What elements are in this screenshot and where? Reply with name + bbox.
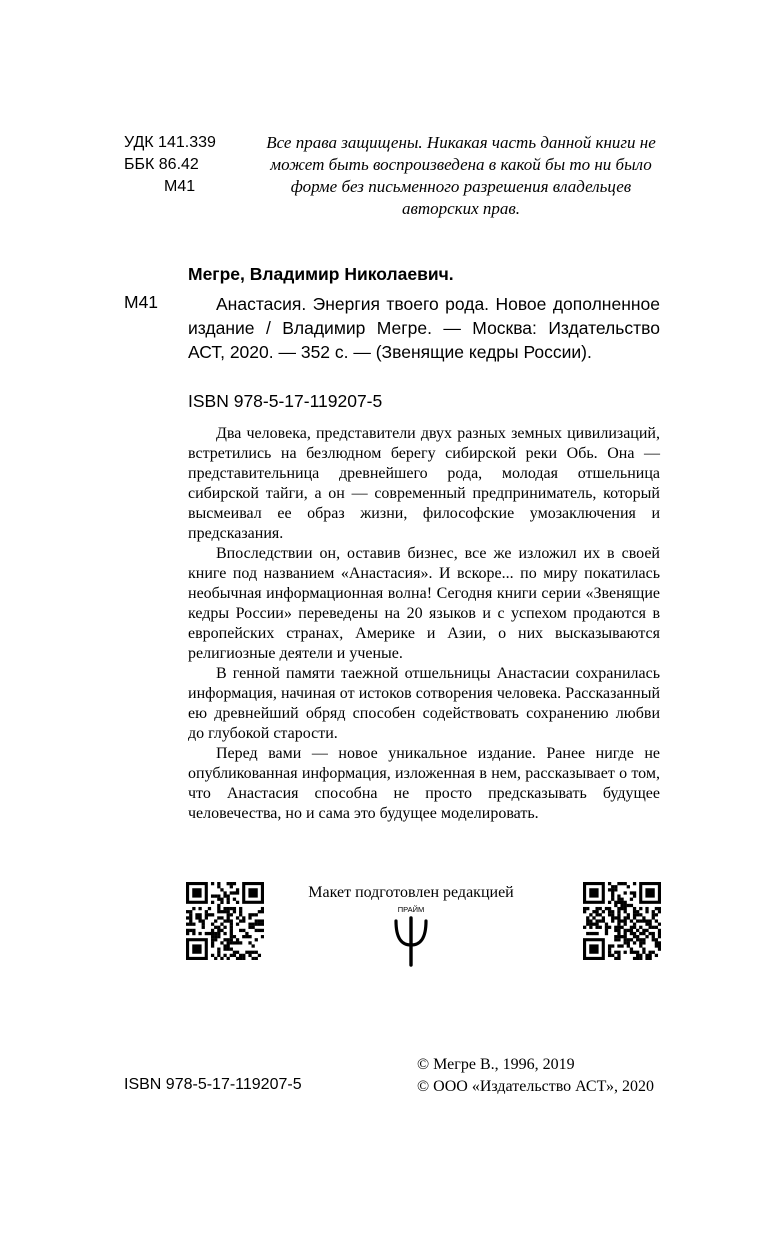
copyright-line: © ООО «Издательство АСТ», 2020 [417,1078,654,1095]
copyright-line: © Мегре В., 1996, 2019 [417,1056,575,1073]
annotation-paragraph: Перед вами — новое уникальное издание. Ранее нигде не опубликованная информация, изложенная в нем, рассказывает о том, что Анастасия способна не просто предсказывать будущее человечества, но и сама это будущее моделировать. [188,745,660,822]
annotation-paragraph: Два человека, представители двух разных земных цивилизаций, встретились на безлюдном берегу сибирской реки Обь. Она — представительница древнейшего рода, молодая отшельница сибирской тайги, а он — современный предприниматель, который высмеивал ее образ жизни, философские умозаключения и предсказания. [188,425,660,542]
layout-note: Макет подготовлен редакцией [308,884,514,901]
rights-notice: Все права защищены. Никакая часть данной книги не может быть воспроизведена в какой бы то ни было форме без письменного разрешения владельцев авторских прав. [266,133,656,218]
bibliographic-description: Анастасия. Энергия твоего рода. Новое дополненное издание / Владимир Мегре. — Москва: Издательство АСТ, 2020. — 352 с. — (Звенящие кедры России). [188,294,660,362]
author-mark: М41 [164,178,196,195]
isbn-footer: ISBN 978-5-17-119207-5 [124,1076,302,1093]
qr-code-left-icon [186,882,264,960]
annotation-paragraph: В генной памяти таежной отшельницы Анастасии сохранилась информация, начиная от истоков сотворения человека. Рассказанный ею древнейший обряд способен содействовать сохранению любви до глубокой старости. [188,665,660,742]
annotation-paragraph: Впоследствии он, оставив бизнес, все же изложил их в своей книге под названием «Анастасия». И вскоре... по миру покатилась необычная информационная волна! Сегодня книги серии «Звенящие кедры России» переведены на 20 языков и с успехом продаются в европейских странах, Америке и Азии, о них высказываются религиозные деятели и ученые. [188,545,660,662]
isbn-main: ISBN 978-5-17-119207-5 [188,391,383,411]
udk-code: УДК 141.339 [124,134,216,151]
author-heading: Мегре, Владимир Николаевич. [188,264,454,284]
publisher-logo [380,905,442,967]
copyrights [417,1054,654,1098]
bbk-code: ББК 86.42 [124,156,199,173]
classifiers-block [124,132,216,198]
publisher-logo-label: ПРАЙМ [397,905,425,914]
annotation [188,424,660,824]
psi-logo-icon [380,905,442,967]
bibliographic-code: М41 [124,292,159,312]
qr-code-right-icon [583,882,661,960]
